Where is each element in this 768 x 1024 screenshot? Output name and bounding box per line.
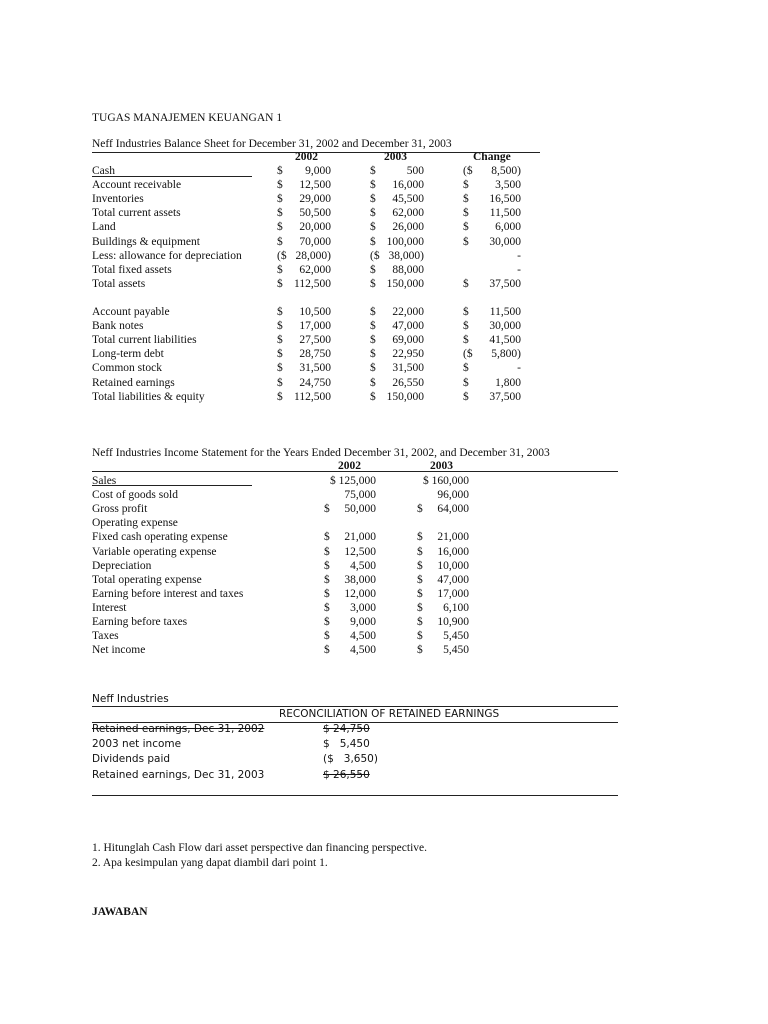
dollar-sign: $ xyxy=(370,165,376,177)
dollar-sign: $ xyxy=(370,306,376,318)
bs-value-change-amount: 30,000 xyxy=(489,320,521,333)
bs-value-2003 xyxy=(370,334,424,348)
bs-value-2003-amount: 47,000 xyxy=(392,320,424,333)
bs-value-change-currency: $ xyxy=(463,390,469,403)
bs-value-2003-amount: 31,500 xyxy=(392,362,424,375)
bs-value-change-amount: 3,500 xyxy=(495,179,521,192)
bs-row-label: Inventories xyxy=(92,193,144,206)
bs-value-2003 xyxy=(370,391,424,405)
bs-row-label: Common stock xyxy=(92,362,162,375)
bs-col-change: Change xyxy=(473,151,511,163)
bs-value-2003 xyxy=(370,179,424,193)
dollar-sign: $ xyxy=(370,179,376,192)
bs-value-change-currency: $ xyxy=(463,179,469,192)
bs-value-2002-amount: 24,750 xyxy=(299,376,331,389)
bs-value-change-amount: 11,500 xyxy=(489,306,521,318)
dollar-sign: $ xyxy=(417,601,423,614)
is-value-2003-amount: 5,450 xyxy=(443,644,469,657)
is-value-2002 xyxy=(324,546,376,560)
is-value-2002-amount: 3,000 xyxy=(350,601,376,614)
is-value-2003-amount: 16,000 xyxy=(437,545,469,558)
bs-row-label: Total liabilities & equity xyxy=(92,390,205,403)
bs-value-2003 xyxy=(370,278,424,292)
income-statement-rule xyxy=(92,471,618,472)
bs-value-change-currency: $ xyxy=(463,235,469,248)
bs-value-change-amount: 16,500 xyxy=(489,193,521,206)
dollar-sign: $ xyxy=(324,630,330,643)
bs-value-change-currency: $ xyxy=(463,362,469,375)
bs-value-2003-amount: 69,000 xyxy=(392,334,424,347)
dollar-sign: $ xyxy=(417,616,423,628)
bs-value-2002 xyxy=(277,306,331,320)
is-value-2002 xyxy=(324,531,376,545)
bs-value-2002-amount: 20,000 xyxy=(299,221,331,234)
re-row-label: Dividends paid xyxy=(92,753,171,766)
bs-value-2003 xyxy=(370,348,424,362)
bs-value-change xyxy=(463,391,521,405)
is-value-2002-amount: 4,500 xyxy=(350,559,376,572)
dollar-sign: $ xyxy=(324,545,330,558)
is-value-2003-amount: 21,000 xyxy=(437,531,469,544)
bs-value-2002 xyxy=(277,391,331,405)
bs-value-2002 xyxy=(277,264,331,278)
dollar-sign: $ xyxy=(324,573,330,586)
bs-value-change-currency: ($ xyxy=(463,348,473,361)
is-value-2003 xyxy=(417,602,469,616)
bs-value-change-amount: 41,500 xyxy=(489,334,521,347)
bs-value-2002 xyxy=(277,377,331,391)
is-value-2002-amount: 12,000 xyxy=(344,587,376,600)
bs-row-label: Buildings & equipment xyxy=(92,235,200,248)
is-value-2003 xyxy=(417,489,469,503)
bs-value-2002-amount: 12,500 xyxy=(299,179,331,192)
reconciliation-title: RECONCILIATION OF RETAINED EARNINGS xyxy=(279,708,500,720)
bs-value-2003-amount: 22,000 xyxy=(392,306,424,318)
bs-value-2002 xyxy=(277,236,331,250)
is-value-2003 xyxy=(417,475,469,489)
is-value-2002-amount: 9,000 xyxy=(350,616,376,628)
is-row-label: Fixed cash operating expense xyxy=(92,531,228,544)
is-value-2002 xyxy=(324,630,376,644)
is-row-label: Total operating expense xyxy=(92,573,202,586)
re-row-label: Retained earnings, Dec 31, 2002 xyxy=(92,723,265,735)
re-row-label: 2003 net income xyxy=(92,738,182,751)
is-row-label: Variable operating expense xyxy=(92,545,217,558)
is-col-2002: 2002 xyxy=(338,460,361,472)
is-value-2003-amount: 10,900 xyxy=(437,616,469,628)
is-value-2002-amount: 38,000 xyxy=(344,573,376,586)
is-value-2003 xyxy=(417,574,469,588)
is-row-label: Taxes xyxy=(92,630,119,643)
document-title: TUGAS MANAJEMEN KEUANGAN 1 xyxy=(92,112,283,124)
bs-value-2002 xyxy=(277,348,331,362)
bs-value-2002-currency: ($ xyxy=(277,249,287,262)
bs-col-2003: 2003 xyxy=(384,151,407,163)
bs-value-2002 xyxy=(277,207,331,221)
is-value-2003 xyxy=(417,588,469,602)
is-value-2003-amount: $ 160,000 xyxy=(423,475,469,487)
bs-value-change-currency: $ xyxy=(463,193,469,206)
bs-value-2002-amount: 10,500 xyxy=(299,306,331,318)
dollar-sign: $ xyxy=(277,207,283,220)
bs-row-label: Bank notes xyxy=(92,320,144,333)
is-col-2003: 2003 xyxy=(430,460,453,472)
bs-value-change-amount: 37,500 xyxy=(489,277,521,290)
is-value-2003-amount: 17,000 xyxy=(437,587,469,600)
bs-value-change xyxy=(463,377,521,391)
bs-value-2003 xyxy=(370,306,424,320)
is-value-2003-amount: 47,000 xyxy=(437,573,469,586)
bs-value-2003-amount: 150,000 xyxy=(386,390,424,403)
bs-value-2002-amount: 112,500 xyxy=(294,390,331,403)
bs-row-label: Less: allowance for depreciation xyxy=(92,249,242,262)
bs-value-2003 xyxy=(370,250,424,264)
is-value-2002-amount: $ 125,000 xyxy=(330,475,376,487)
is-value-2002-amount: 12,500 xyxy=(344,545,376,558)
dollar-sign: $ xyxy=(277,193,283,206)
bs-value-2002 xyxy=(277,334,331,348)
bs-value-change xyxy=(463,348,521,362)
re-row-value: $ 24,750 xyxy=(323,723,370,735)
bs-value-2002-amount: 50,500 xyxy=(299,207,331,220)
bs-value-change-amount: 6,000 xyxy=(495,221,521,234)
bs-value-2002 xyxy=(277,165,331,179)
dollar-sign: $ xyxy=(324,503,330,516)
bs-value-2003 xyxy=(370,221,424,235)
dollar-sign: $ xyxy=(417,573,423,586)
is-value-2003-amount: 6,100 xyxy=(443,601,469,614)
is-value-2002-amount: 21,000 xyxy=(344,531,376,544)
is-value-2002 xyxy=(324,574,376,588)
bs-value-2003 xyxy=(370,193,424,207)
dollar-sign: $ xyxy=(417,559,423,572)
is-row-label: Net income xyxy=(92,644,146,657)
is-value-2003 xyxy=(417,560,469,574)
bs-value-2002-amount: 28,000) xyxy=(295,249,331,262)
bs-value-change-amount: 8,500) xyxy=(491,165,521,177)
bs-value-2003 xyxy=(370,236,424,250)
bs-value-2002 xyxy=(277,221,331,235)
is-row-label: Earning before interest and taxes xyxy=(92,587,244,600)
bs-value-change-currency: ($ xyxy=(463,165,473,177)
bs-value-change xyxy=(463,278,521,292)
is-value-2003-amount: 64,000 xyxy=(437,503,469,516)
bs-value-2003-amount: 150,000 xyxy=(386,277,424,290)
dollar-sign: $ xyxy=(277,221,283,234)
dollar-sign: $ xyxy=(370,362,376,375)
bs-value-2002-amount: 70,000 xyxy=(299,235,331,248)
dollar-sign: $ xyxy=(417,545,423,558)
bs-value-change xyxy=(463,264,521,278)
is-value-2002 xyxy=(324,588,376,602)
bs-value-2003-amount: 500 xyxy=(406,165,424,177)
is-value-2003 xyxy=(417,644,469,658)
bs-value-2003-amount: 100,000 xyxy=(386,235,424,248)
re-row-value: $ 5,450 xyxy=(323,738,370,751)
bs-value-2003-amount: 45,500 xyxy=(392,193,424,206)
dollar-sign: $ xyxy=(277,263,283,276)
bs-value-change xyxy=(463,362,521,376)
dollar-sign: $ xyxy=(277,348,283,361)
bs-row-label: Account receivable xyxy=(92,179,182,192)
bs-value-change xyxy=(463,334,521,348)
is-row-label: Sales xyxy=(92,475,117,487)
dollar-sign: $ xyxy=(370,193,376,206)
bs-row-label: Long-term debt xyxy=(92,348,164,361)
is-value-2002-amount: 50,000 xyxy=(344,503,376,516)
bs-value-2002 xyxy=(277,278,331,292)
income-statement-title: Neff Industries Income Statement for the Years Ended December 31, 2002, and December 31, 2003 xyxy=(92,447,550,459)
bs-value-change-amount: - xyxy=(517,249,521,262)
is-value-2002 xyxy=(324,616,376,630)
is-row-label: Operating expense xyxy=(92,517,178,530)
is-value-2003-amount: 5,450 xyxy=(443,630,469,643)
is-value-2003 xyxy=(417,531,469,545)
dollar-sign: $ xyxy=(370,235,376,248)
is-value-2002 xyxy=(324,560,376,574)
dollar-sign: $ xyxy=(324,587,330,600)
bs-value-change-amount: 11,500 xyxy=(489,207,521,220)
bs-row-label: Retained earnings xyxy=(92,376,175,389)
bs-value-2003-amount: 26,550 xyxy=(392,376,424,389)
is-row-label: Earning before taxes xyxy=(92,616,188,628)
dollar-sign: $ xyxy=(277,362,283,375)
bs-value-2003 xyxy=(370,377,424,391)
re-row-value: ($ 3,650) xyxy=(323,753,378,766)
bs-value-2002-amount: 9,000 xyxy=(305,165,331,177)
bs-value-change-currency: $ xyxy=(463,306,469,318)
bs-row-label: Land xyxy=(92,221,116,234)
bs-value-2002 xyxy=(277,320,331,334)
bs-value-change-currency: $ xyxy=(463,277,469,290)
dollar-sign: $ xyxy=(277,390,283,403)
bs-value-change xyxy=(463,320,521,334)
is-value-2002 xyxy=(324,489,376,503)
bs-row-label: Account payable xyxy=(92,306,170,318)
is-value-2002 xyxy=(324,503,376,517)
is-value-2002-amount: 75,000 xyxy=(344,489,376,502)
dollar-sign: $ xyxy=(324,616,330,628)
dollar-sign: $ xyxy=(370,320,376,333)
dollar-sign: $ xyxy=(324,559,330,572)
re-row-label: Retained earnings, Dec 31, 2003 xyxy=(92,768,265,781)
bs-value-change-amount: 30,000 xyxy=(489,235,521,248)
bs-value-2003 xyxy=(370,320,424,334)
bs-value-2002-amount: 29,000 xyxy=(299,193,331,206)
answer-heading: JAWABAN xyxy=(92,906,148,918)
bs-value-change xyxy=(463,236,521,250)
dollar-sign: $ xyxy=(370,334,376,347)
bs-value-2003-currency: ($ xyxy=(370,249,380,262)
re-row-value: $ 26,550 xyxy=(323,768,370,781)
bs-value-change xyxy=(463,179,521,193)
is-row-label: Cost of goods sold xyxy=(92,489,178,502)
is-value-2003 xyxy=(417,630,469,644)
bs-row-label: Total current assets xyxy=(92,207,181,220)
bs-value-change-currency: $ xyxy=(463,334,469,347)
bs-value-change xyxy=(463,165,521,179)
bs-value-change-amount: 5,800) xyxy=(491,348,521,361)
dollar-sign: $ xyxy=(277,277,283,290)
bs-value-change-currency: $ xyxy=(463,376,469,389)
is-value-2003-amount: 10,000 xyxy=(437,559,469,572)
dollar-sign: $ xyxy=(370,277,376,290)
bs-value-change xyxy=(463,193,521,207)
bs-value-2003-amount: 62,000 xyxy=(392,207,424,220)
bs-value-change-amount: - xyxy=(517,263,521,276)
is-value-2003 xyxy=(417,503,469,517)
bs-value-change-amount: - xyxy=(517,362,521,375)
dollar-sign: $ xyxy=(277,235,283,248)
dollar-sign: $ xyxy=(277,306,283,318)
bs-value-2002-amount: 31,500 xyxy=(299,362,331,375)
bs-value-2002 xyxy=(277,193,331,207)
dollar-sign: $ xyxy=(277,376,283,389)
is-value-2003-amount: 96,000 xyxy=(437,489,469,502)
cash-row-rule xyxy=(92,176,252,177)
reconciliation-company: Neff Industries xyxy=(92,693,169,705)
bs-value-change-currency: $ xyxy=(463,207,469,220)
bs-value-2002 xyxy=(277,250,331,264)
bs-row-label: Total assets xyxy=(92,277,146,290)
dollar-sign: $ xyxy=(417,587,423,600)
bs-value-change-currency: $ xyxy=(463,221,469,234)
dollar-sign: $ xyxy=(370,390,376,403)
bs-row-label: Total fixed assets xyxy=(92,263,172,276)
dollar-sign: $ xyxy=(324,601,330,614)
reconciliation-top-rule xyxy=(92,706,618,707)
bs-value-2002-amount: 62,000 xyxy=(299,263,331,276)
question-2: 2. Apa kesimpulan yang dapat diambil dari point 1. xyxy=(92,857,328,869)
bs-value-2002-amount: 112,500 xyxy=(294,277,331,290)
is-value-2003 xyxy=(417,616,469,630)
bs-value-2003-amount: 26,000 xyxy=(392,221,424,234)
is-row-label: Interest xyxy=(92,601,127,614)
bs-value-change xyxy=(463,250,521,264)
bs-value-2003 xyxy=(370,362,424,376)
bs-value-2003-amount: 22,950 xyxy=(392,348,424,361)
bs-value-2002 xyxy=(277,362,331,376)
is-value-2002 xyxy=(324,475,376,489)
bs-value-change-currency: $ xyxy=(463,320,469,333)
dollar-sign: $ xyxy=(417,630,423,643)
reconciliation-bottom-rule xyxy=(92,795,618,796)
bs-value-2003-amount: 88,000 xyxy=(392,263,424,276)
bs-value-2003 xyxy=(370,207,424,221)
bs-value-2002 xyxy=(277,179,331,193)
bs-value-change-amount: 1,800 xyxy=(495,376,521,389)
dollar-sign: $ xyxy=(417,503,423,516)
is-row-label: Depreciation xyxy=(92,559,152,572)
dollar-sign: $ xyxy=(277,334,283,347)
bs-row-label: Cash xyxy=(92,165,115,177)
question-1: 1. Hitunglah Cash Flow dari asset perspective dan financing perspective. xyxy=(92,842,428,854)
dollar-sign: $ xyxy=(370,207,376,220)
dollar-sign: $ xyxy=(324,644,330,657)
dollar-sign: $ xyxy=(417,531,423,544)
bs-row-label: Total current liabilities xyxy=(92,334,197,347)
dollar-sign: $ xyxy=(370,348,376,361)
bs-value-2003 xyxy=(370,165,424,179)
balance-sheet-title: Neff Industries Balance Sheet for December 31, 2002 and December 31, 2003 xyxy=(92,138,452,150)
bs-value-change-amount: 37,500 xyxy=(489,390,521,403)
bs-value-2003-amount: 16,000 xyxy=(392,179,424,192)
dollar-sign: $ xyxy=(370,221,376,234)
bs-value-2002-amount: 27,500 xyxy=(299,334,331,347)
is-value-2003 xyxy=(417,546,469,560)
bs-value-change xyxy=(463,207,521,221)
is-value-2002-amount: 4,500 xyxy=(350,630,376,643)
dollar-sign: $ xyxy=(324,531,330,544)
bs-value-change xyxy=(463,306,521,320)
is-row-label: Gross profit xyxy=(92,503,148,516)
dollar-sign: $ xyxy=(277,320,283,333)
bs-value-2002-amount: 17,000 xyxy=(299,320,331,333)
bs-col-2002: 2002 xyxy=(295,151,318,163)
bs-value-2003-amount: 38,000) xyxy=(388,249,424,262)
is-value-2002-amount: 4,500 xyxy=(350,644,376,657)
bs-value-change xyxy=(463,221,521,235)
dollar-sign: $ xyxy=(277,179,283,192)
dollar-sign: $ xyxy=(277,165,283,177)
bs-value-2002-amount: 28,750 xyxy=(299,348,331,361)
is-value-2002 xyxy=(324,644,376,658)
dollar-sign: $ xyxy=(370,263,376,276)
bs-value-2003 xyxy=(370,264,424,278)
dollar-sign: $ xyxy=(417,644,423,657)
is-value-2002 xyxy=(324,602,376,616)
dollar-sign: $ xyxy=(370,376,376,389)
